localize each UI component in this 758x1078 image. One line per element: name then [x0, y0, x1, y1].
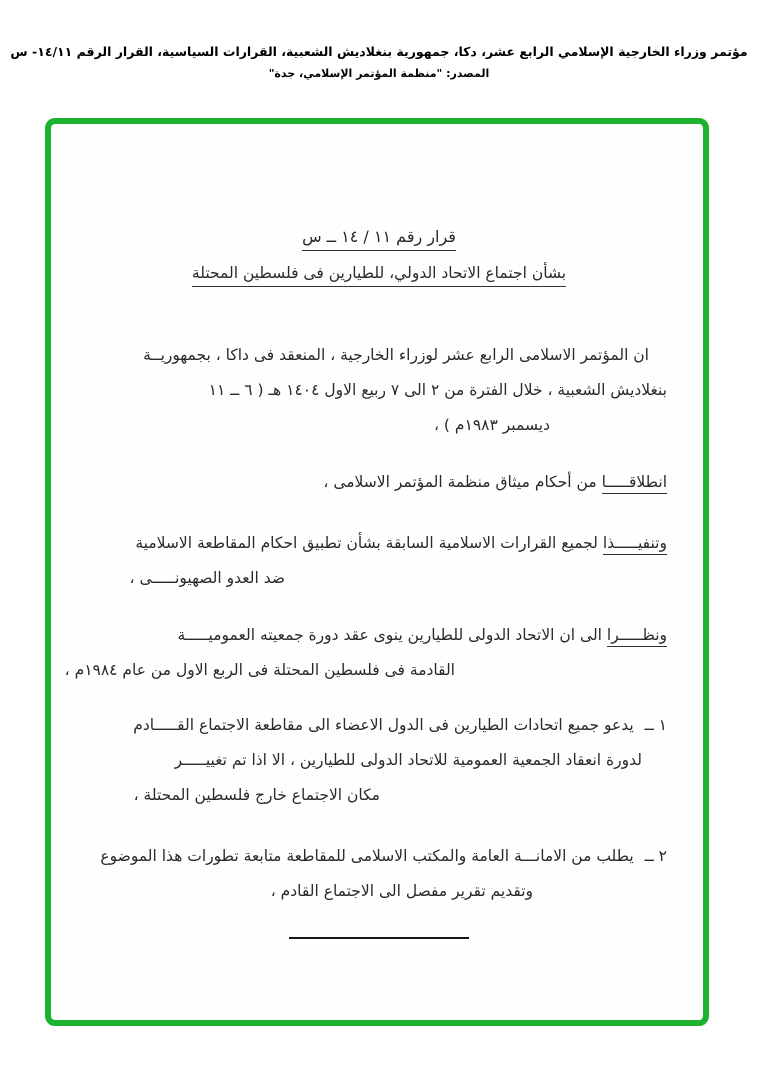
operative-item-2 [91, 839, 667, 909]
preamble-paragraph [91, 338, 667, 443]
scanned-document [51, 124, 703, 939]
clause-line: ضد العدو الصهيونـــــى ، [129, 568, 285, 587]
clause-line [91, 618, 667, 653]
clause-rest: من أحكام ميثاق منظمة المؤتمر الاسلامى ، [323, 472, 597, 491]
clause-lead-underlined: وتنفيـــــذا [603, 534, 667, 555]
clause-charter-basis [91, 465, 667, 500]
item-text: يدعو جميع اتحادات الطيارين فى الدول الاعضاء الى مقاطعة الاجتماع القـــــادم [133, 715, 634, 734]
preamble-line: ان المؤتمر الاسلامى الرابع عشر لوزراء الخارجية ، المنعقد فى داكا ، بجمهوريــة [143, 345, 649, 364]
item-number: ١ ــ [644, 715, 667, 734]
item-line [91, 839, 667, 874]
closing-divider [289, 937, 469, 939]
resolution-number-title [91, 228, 667, 246]
header-citation-line: مؤتمر وزراء الخارجية الإسلامي الرابع عشر، دكا، جمهورية بنغلاديش الشعبية، القرارات السياسية، القرار الرقم ١٤/١١- س [10, 44, 748, 59]
preamble-line: بنغلاديش الشعبية ، خلال الفترة من ٢ الى ٧ ربيع الاول ١٤٠٤ هـ ( ٦ ــ ١١ [208, 380, 667, 399]
item-line [91, 708, 667, 743]
resolution-subject-text: بشأن اجتماع الاتحاد الدولي، للطيارين فى فلسطين المحتلة [192, 264, 566, 287]
item-line: وتقديم تقرير مفصل الى الاجتماع القادم ، [270, 881, 533, 900]
clause-line [91, 465, 667, 500]
header-source-line: المصدر: "منظمة المؤتمر الإسلامي، جدة" [268, 67, 490, 80]
clause-rest: الى ان الاتحاد الدولى للطيارين ينوى عقد دورة جمعيته العموميـــــة [177, 625, 602, 644]
item-text: يطلب من الامانـــة العامة والمكتب الاسلامى للمقاطعة متابعة تطورات هذا الموضوع [100, 846, 634, 865]
operative-item-1 [91, 708, 667, 813]
clause-considering [64, 618, 667, 688]
item-number: ٢ ــ [644, 846, 667, 865]
resolution-subject-title [91, 265, 667, 282]
green-border-frame [45, 118, 709, 1026]
resolution-number-text: قرار رقم ١١ / ١٤ ــ س [302, 227, 456, 251]
clause-line [91, 526, 667, 561]
page-header [0, 0, 758, 80]
clause-line: القادمة فى فلسطين المحتلة فى الربع الاول من عام ١٩٨٤م ، [64, 660, 455, 679]
clause-lead-underlined: ونظـــــرا [607, 626, 667, 647]
item-line: مكان الاجتماع خارج فلسطين المحتلة ، [133, 785, 380, 804]
clause-lead-underlined: انطلاقـــــا [602, 473, 667, 494]
item-line: لدورة انعقاد الجمعية العمومية للاتحاد الدولى للطيارين ، الا اذا تم تغييـــــر [174, 750, 642, 769]
clause-implementation [91, 526, 667, 596]
preamble-line: ديسمبر ١٩٨٣م ) ، [434, 415, 550, 434]
clause-rest: لجميع القرارات الاسلامية السابقة بشأن تطبيق احكام المقاطعة الاسلامية [135, 533, 598, 552]
